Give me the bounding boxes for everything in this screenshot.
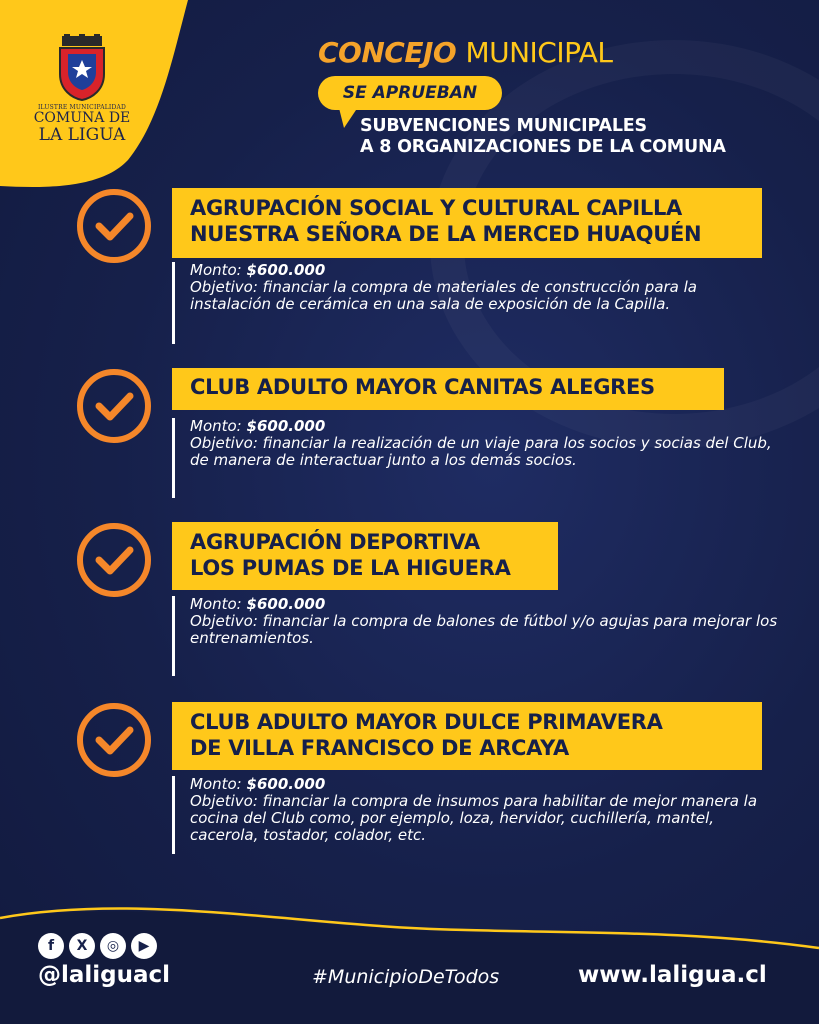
objective-text: financiar la compra de balones de fútbol y/o agujas para mejorar los entrenamientos.	[190, 612, 778, 647]
logo-text-comuna: COMUNA DE	[33, 110, 131, 126]
hashtag: #MunicipioDeTodos	[312, 966, 500, 988]
instagram-icon[interactable]: ◎	[100, 933, 126, 959]
amount-label: Monto:	[190, 595, 242, 613]
logo-text-la-ligua: LA LIGUA	[38, 125, 126, 145]
coat-of-arms-icon	[56, 34, 108, 102]
objective-line	[190, 279, 782, 313]
objective-label: Objetivo:	[190, 434, 258, 452]
page-subtitle	[360, 116, 726, 158]
objective-text: financiar la realización de un viaje para los socios y socias del Club, de manera de interactuar junto a los demás socios.	[190, 434, 772, 469]
subtitle-line-2: A 8 ORGANIZACIONES DE LA COMUNA	[360, 137, 726, 157]
check-circle-icon	[76, 702, 152, 778]
amount-line	[190, 596, 782, 613]
municipality-logo	[22, 34, 142, 144]
check-circle-icon	[76, 522, 152, 598]
objective-line	[190, 613, 782, 647]
objective-line	[190, 435, 782, 469]
organization-name-line-2: NUESTRA SEÑORA DE LA MERCED HUAQUÉN	[190, 222, 702, 246]
organization-details	[172, 776, 782, 854]
amount-value: $600.000	[246, 775, 326, 793]
objective-line	[190, 793, 782, 844]
objective-label: Objetivo:	[190, 792, 258, 810]
organization-name-line-1: AGRUPACIÓN DEPORTIVA	[190, 530, 480, 554]
organization-details	[172, 596, 782, 676]
speech-bubble-tail	[334, 104, 360, 128]
organization-name-box	[172, 702, 762, 770]
check-circle-icon	[76, 188, 152, 264]
x-icon[interactable]: X	[69, 933, 95, 959]
objective-text: financiar la compra de insumos para habilitar de mejor manera la cocina del Club como, por ejemplo, loza, hervidor, cuchillería, mantel, cacerola, tostador, colador, etc.	[190, 792, 758, 844]
organization-name-line-2: DE VILLA FRANCISCO DE ARCAYA	[190, 736, 569, 760]
subtitle-line-1: SUBVENCIONES MUNICIPALES	[360, 116, 647, 136]
amount-line	[190, 776, 782, 793]
website-link[interactable]: www.laligua.cl	[578, 962, 767, 988]
organization-name-box	[172, 188, 762, 258]
organization-name-line-1: AGRUPACIÓN SOCIAL Y CULTURAL CAPILLA	[190, 196, 683, 220]
amount-label: Monto:	[190, 261, 242, 279]
social-handle[interactable]: @laliguacl	[38, 962, 171, 988]
amount-value: $600.000	[246, 261, 326, 279]
amount-value: $600.000	[246, 595, 326, 613]
facebook-icon[interactable]: f	[38, 933, 64, 959]
title-municipal: MUNICIPAL	[465, 36, 613, 69]
amount-line	[190, 418, 782, 435]
organization-name-line-1: CLUB ADULTO MAYOR CANITAS ALEGRES	[190, 375, 655, 399]
youtube-icon[interactable]: ▶	[131, 933, 157, 959]
logo-text-small: ILUSTRE MUNICIPALIDAD	[37, 104, 127, 111]
organization-details	[172, 418, 782, 498]
objective-label: Objetivo:	[190, 612, 258, 630]
amount-value: $600.000	[246, 417, 326, 435]
amount-label: Monto:	[190, 775, 242, 793]
organization-details	[172, 262, 782, 344]
check-circle-icon	[76, 368, 152, 444]
objective-text: financiar la compra de materiales de construcción para la instalación de cerámica en una sala de exposición de la Capilla.	[190, 278, 697, 313]
organization-name-line-1: CLUB ADULTO MAYOR DULCE PRIMAVERA	[190, 710, 663, 734]
social-icons	[38, 933, 157, 959]
amount-line	[190, 262, 782, 279]
amount-label: Monto:	[190, 417, 242, 435]
objective-label: Objetivo:	[190, 278, 258, 296]
approved-badge: SE APRUEBAN	[318, 76, 502, 110]
page-title	[318, 36, 612, 69]
organization-name-box	[172, 368, 724, 410]
organization-name-line-2: LOS PUMAS DE LA HIGUERA	[190, 556, 511, 580]
organization-name-box	[172, 522, 558, 590]
title-concejo: CONCEJO	[318, 36, 457, 69]
